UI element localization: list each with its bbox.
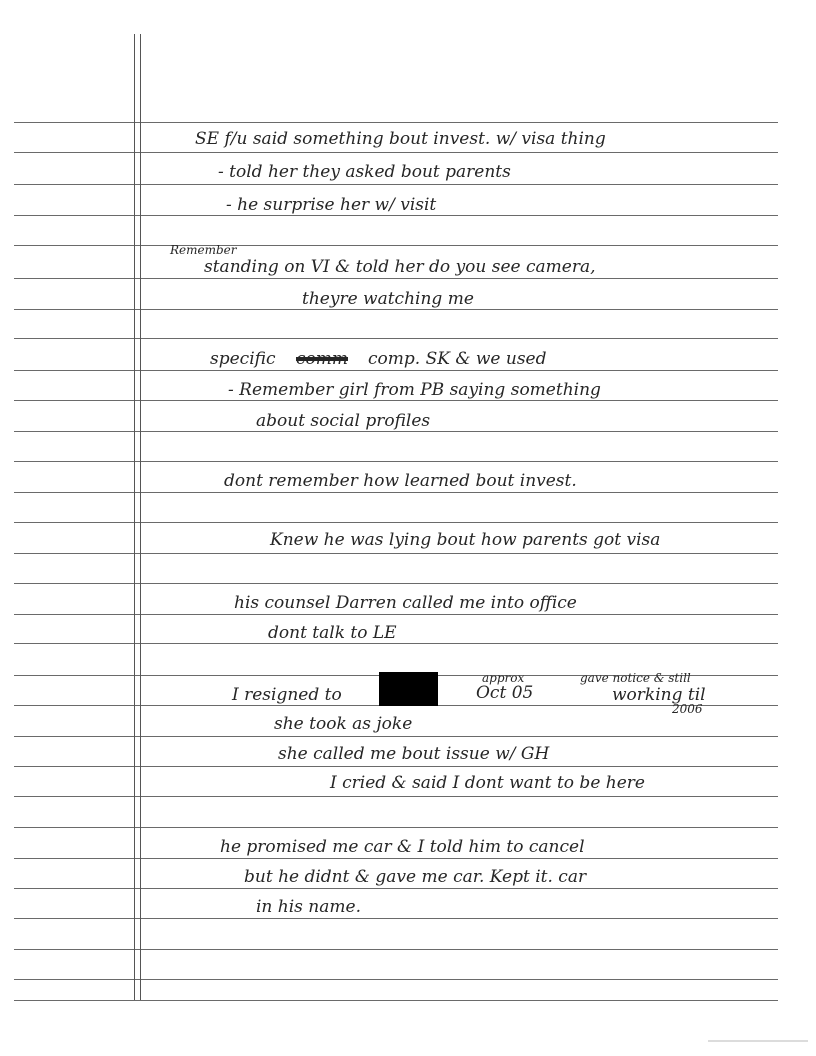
ruled-line (14, 553, 778, 554)
note-line: SE f/u said something bout invest. w/ visa thing (195, 129, 606, 149)
ruled-line (14, 858, 778, 859)
margin-note: approx (482, 671, 525, 685)
ruled-line (14, 400, 778, 401)
ruled-line (14, 431, 778, 432)
ruled-line (14, 309, 778, 310)
ruled-line (14, 583, 778, 584)
struck-word: comm (296, 349, 348, 369)
note-line: theyre watching me (302, 289, 474, 309)
ruled-line (14, 184, 778, 185)
ruled-line (14, 152, 778, 153)
note-line: she called me bout issue w/ GH (278, 744, 550, 764)
note-line: - he surprise her w/ visit (226, 195, 437, 215)
note-line: he promised me car & I told him to cancel (220, 837, 585, 857)
scan-artifact (708, 1040, 808, 1042)
ruled-line (14, 827, 778, 828)
ruled-line (14, 614, 778, 615)
note-line: in his name. (256, 897, 361, 917)
redaction-box (379, 672, 438, 706)
note-line: standing on VI & told her do you see camera, (204, 257, 596, 277)
margin-note: gave notice & still (580, 671, 691, 685)
ruled-line (14, 461, 778, 462)
ruled-line (14, 766, 778, 767)
ruled-line (14, 278, 778, 279)
note-year: 2006 (672, 702, 703, 716)
note-line: comp. SK & we used (368, 349, 547, 369)
note-line: specific (210, 349, 276, 369)
ruled-line (14, 1000, 778, 1001)
note-line: dont talk to LE (268, 623, 397, 643)
ruled-line (14, 888, 778, 889)
ruled-line (14, 918, 778, 919)
ruled-line (14, 796, 778, 797)
note-line: but he didnt & gave me car. Kept it. car (244, 867, 587, 887)
ruled-line (14, 215, 778, 216)
ruled-line (14, 492, 778, 493)
margin-line (134, 34, 135, 1000)
margin-line (140, 34, 141, 1000)
ruled-line (14, 522, 778, 523)
note-line: - Remember girl from PB saying something (228, 380, 601, 400)
note-line: working til (612, 685, 706, 705)
note-line: she took as joke (274, 714, 413, 734)
margin-note: Remember (170, 243, 237, 257)
note-line: I cried & said I dont want to be here (330, 773, 645, 793)
ruled-line (14, 245, 778, 246)
ruled-line (14, 122, 778, 123)
note-date: Oct 05 (476, 683, 534, 703)
ruled-line (14, 338, 778, 339)
ruled-line (14, 979, 778, 980)
note-line: dont remember how learned bout invest. (224, 471, 577, 491)
note-line: about social profiles (256, 411, 431, 431)
note-line: his counsel Darren called me into office (234, 593, 577, 613)
note-line: Knew he was lying bout how parents got visa (270, 530, 661, 550)
ruled-line (14, 949, 778, 950)
note-line: I resigned to (232, 685, 342, 705)
ruled-line (14, 643, 778, 644)
note-line: - told her they asked bout parents (218, 162, 511, 182)
ruled-line (14, 736, 778, 737)
ruled-line (14, 370, 778, 371)
